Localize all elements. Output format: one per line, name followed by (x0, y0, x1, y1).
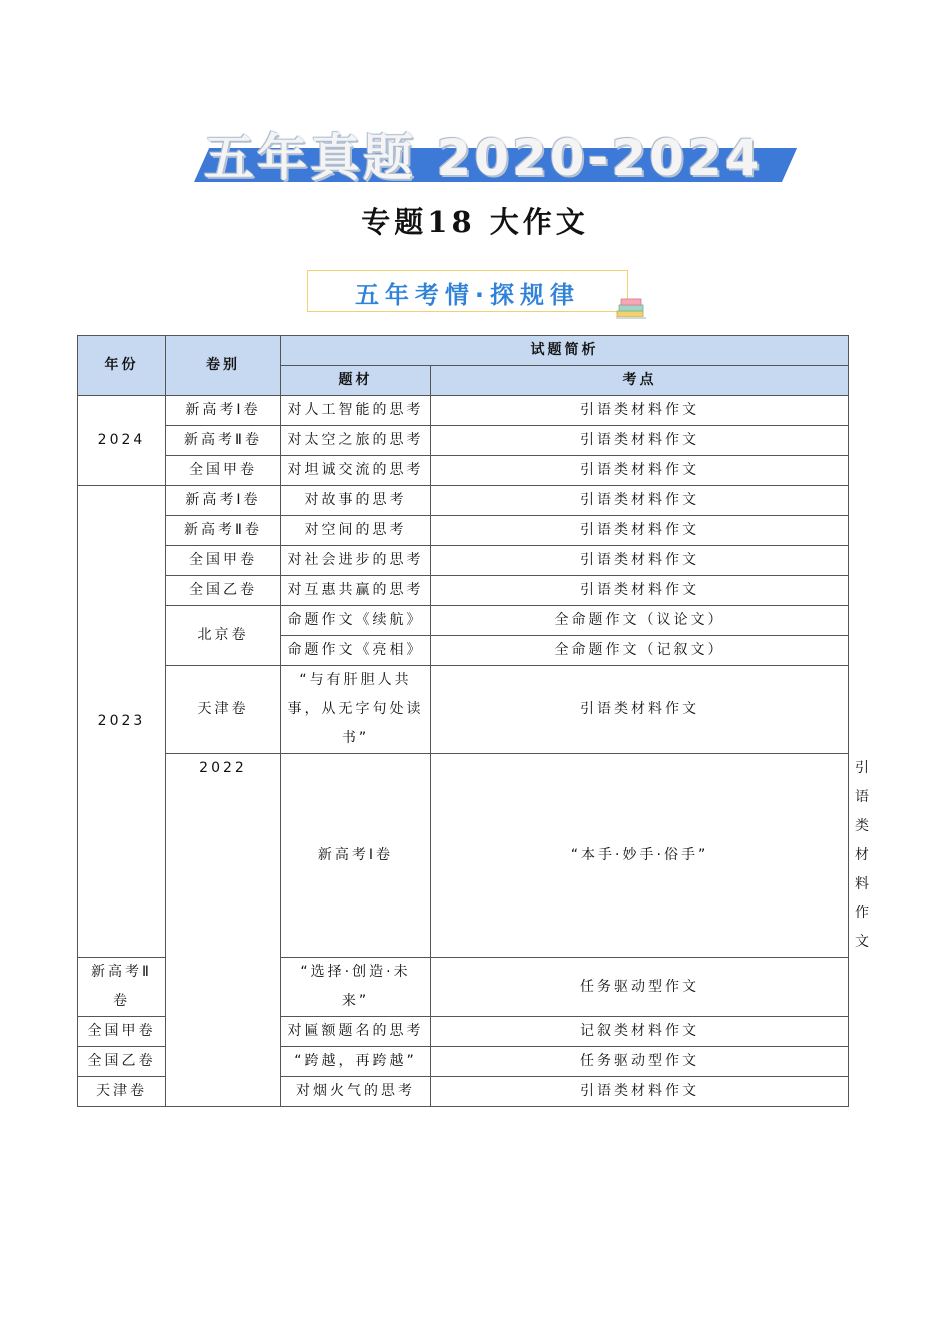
year-cell: 2022 (166, 754, 281, 1107)
table-row (78, 396, 849, 426)
page-banner (180, 118, 770, 187)
header-paper: 卷别 (166, 336, 281, 396)
paper-cell: 新高考Ⅰ卷 (281, 754, 431, 958)
point-cell: 引语类材料作文 (431, 576, 849, 606)
table-row (78, 426, 849, 456)
point-cell: 引语类材料作文 (431, 456, 849, 486)
paper-cell: 全国乙卷 (78, 1047, 166, 1077)
topic-cell: 对匾额题名的思考 (281, 1017, 431, 1047)
year-cell: 2024 (78, 396, 166, 486)
point-cell: 引语类材料作文 (431, 426, 849, 456)
paper-cell: 新高考Ⅱ卷 (166, 516, 281, 546)
topic-cell: 对人工智能的思考 (281, 396, 431, 426)
table-row: 2022 新高考Ⅰ卷 “本手·妙手·俗手” 引语类材料作文 (78, 754, 849, 958)
paper-cell: 天津卷 (78, 1077, 166, 1107)
paper-cell: 新高考Ⅰ卷 (166, 486, 281, 516)
topic-cell: 命题作文《续航》 (281, 606, 431, 636)
point-cell: 全命题作文（议论文） (431, 606, 849, 636)
header-topic: 题材 (281, 366, 431, 396)
table-row (78, 606, 849, 636)
topic-cell: “本手·妙手·俗手” (431, 754, 849, 958)
header-point: 考点 (431, 366, 849, 396)
topic-cell: 对空间的思考 (281, 516, 431, 546)
point-cell: 引语类材料作文 (431, 666, 849, 754)
paper-cell: 天津卷 (166, 666, 281, 754)
paper-cell: 全国甲卷 (166, 546, 281, 576)
exam-summary-table (77, 335, 872, 1107)
books-icon (614, 296, 648, 320)
section-heading-box (307, 270, 628, 312)
header-year: 年份 (78, 336, 166, 396)
topic-cell: “与有肝胆人共事，从无字句处读书” (281, 666, 431, 754)
topic-cell: 对互惠共赢的思考 (281, 576, 431, 606)
table-row (78, 486, 849, 516)
point-cell: 引语类材料作文 (431, 1077, 849, 1107)
topic-cell: 对社会进步的思考 (281, 546, 431, 576)
banner-title: 五年真题 2020-2024 (204, 129, 763, 187)
point-cell: 引语类材料作文 (431, 516, 849, 546)
paper-cell: 全国甲卷 (166, 456, 281, 486)
paper-cell: 全国甲卷 (78, 1017, 166, 1047)
paper-cell: 北京卷 (166, 606, 281, 666)
paper-cell: 全国乙卷 (166, 576, 281, 606)
point-cell: 全命题作文（记叙文） (431, 636, 849, 666)
header-analysis: 试题简析 (281, 336, 849, 366)
table-row (78, 456, 849, 486)
subject-title: 专题18 大作文 (361, 205, 589, 239)
point-cell: 引语类材料作文 (431, 396, 849, 426)
point-cell: 任务驱动型作文 (431, 1047, 849, 1077)
topic-cell: 对太空之旅的思考 (281, 426, 431, 456)
topic-cell: “跨越，再跨越” (281, 1047, 431, 1077)
point-cell: 记叙类材料作文 (431, 1017, 849, 1047)
table-row (78, 546, 849, 576)
table-row (78, 576, 849, 606)
paper-cell: 新高考Ⅰ卷 (166, 396, 281, 426)
table-row (78, 666, 849, 754)
year-cell: 2023 (78, 486, 166, 958)
section-heading: 五年考情·探规律 (354, 281, 581, 309)
point-cell: 引语类材料作文 (431, 546, 849, 576)
topic-cell: 对烟火气的思考 (281, 1077, 431, 1107)
topic-cell: 对故事的思考 (281, 486, 431, 516)
paper-cell: 新高考Ⅱ卷 (166, 426, 281, 456)
point-cell: 任务驱动型作文 (431, 958, 849, 1017)
topic-cell: 对坦诚交流的思考 (281, 456, 431, 486)
point-cell: 引语类材料作文 (431, 486, 849, 516)
table-row (78, 516, 849, 546)
topic-cell: 命题作文《亮相》 (281, 636, 431, 666)
paper-cell: 新高考Ⅱ卷 (78, 958, 166, 1017)
topic-cell: “选择·创造·未来” (281, 958, 431, 1017)
